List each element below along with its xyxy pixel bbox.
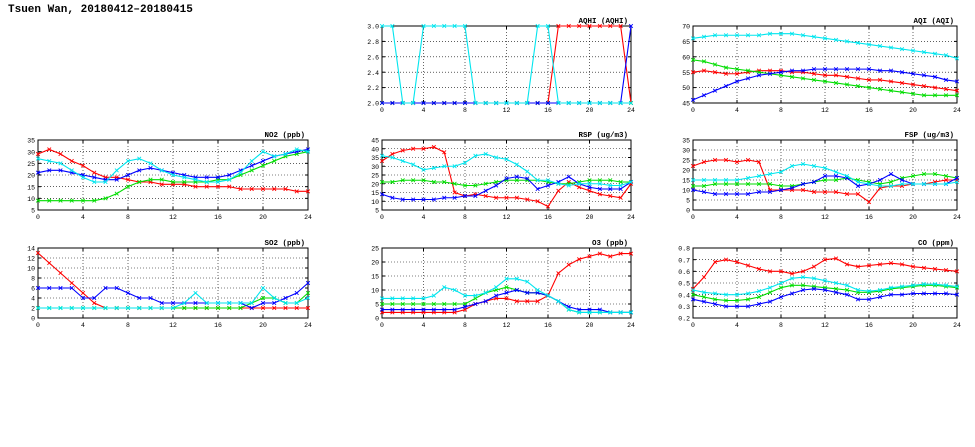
- svg-text:20: 20: [909, 322, 917, 329]
- svg-text:25: 25: [371, 245, 379, 253]
- svg-text:16: 16: [544, 214, 552, 221]
- svg-text:20: 20: [371, 181, 379, 189]
- svg-text:0: 0: [36, 214, 40, 221]
- chart-title-co: CO (ppm): [917, 240, 954, 248]
- svg-text:5: 5: [31, 207, 35, 215]
- svg-text:0: 0: [380, 214, 384, 221]
- svg-text:45: 45: [371, 137, 379, 145]
- chart-panel-fsp: [663, 128, 963, 226]
- svg-text:16: 16: [544, 107, 552, 114]
- svg-text:4: 4: [421, 322, 426, 329]
- svg-text:4: 4: [421, 214, 426, 221]
- svg-text:40: 40: [371, 146, 379, 154]
- series-line-s4: [38, 149, 308, 182]
- series-line-s4: [693, 34, 957, 59]
- svg-text:0: 0: [380, 322, 384, 329]
- svg-text:12: 12: [169, 214, 177, 221]
- svg-text:8: 8: [463, 107, 467, 114]
- svg-text:0.8: 0.8: [678, 245, 690, 253]
- svg-text:24: 24: [627, 107, 635, 114]
- svg-text:30: 30: [371, 163, 379, 171]
- svg-text:8: 8: [779, 107, 783, 114]
- svg-text:20: 20: [27, 172, 35, 180]
- svg-text:20: 20: [585, 107, 594, 114]
- series-line-s3: [382, 26, 631, 103]
- chart-title-o3: O3 (ppb): [591, 240, 628, 248]
- svg-text:12: 12: [821, 107, 829, 114]
- svg-text:2.4: 2.4: [367, 69, 379, 77]
- svg-text:12: 12: [821, 214, 829, 221]
- svg-text:35: 35: [371, 155, 379, 163]
- svg-text:12: 12: [169, 322, 177, 329]
- series-line-s4: [382, 26, 631, 103]
- svg-text:4: 4: [31, 295, 35, 303]
- svg-text:15: 15: [371, 273, 379, 281]
- svg-text:12: 12: [502, 107, 511, 114]
- svg-text:15: 15: [371, 190, 379, 198]
- svg-text:24: 24: [304, 214, 312, 221]
- chart-panel-no2: [8, 128, 314, 226]
- svg-text:0.4: 0.4: [678, 292, 690, 300]
- svg-text:24: 24: [627, 214, 635, 221]
- svg-text:10: 10: [371, 198, 379, 206]
- svg-text:2.8: 2.8: [367, 39, 379, 46]
- chart-title-fsp: FSP (ug/m3): [904, 132, 954, 140]
- svg-text:10: 10: [371, 287, 379, 295]
- series-line-s3: [693, 289, 957, 307]
- svg-text:20: 20: [259, 214, 267, 221]
- svg-text:4: 4: [735, 107, 739, 114]
- svg-text:8: 8: [463, 214, 467, 221]
- svg-text:16: 16: [214, 214, 222, 221]
- svg-text:70: 70: [682, 23, 690, 31]
- svg-text:16: 16: [214, 322, 222, 329]
- series-line-s4: [382, 279, 631, 313]
- svg-text:12: 12: [821, 322, 829, 329]
- svg-text:15: 15: [682, 177, 690, 185]
- svg-text:0: 0: [691, 107, 695, 114]
- svg-text:4: 4: [81, 322, 85, 329]
- svg-text:12: 12: [502, 214, 511, 221]
- svg-text:45: 45: [682, 100, 690, 108]
- series-line-s1: [693, 160, 957, 202]
- svg-text:0.2: 0.2: [678, 315, 690, 323]
- svg-text:16: 16: [865, 107, 873, 114]
- svg-text:50: 50: [682, 85, 690, 93]
- svg-text:16: 16: [865, 214, 873, 221]
- svg-text:0: 0: [36, 322, 40, 329]
- svg-text:8: 8: [779, 214, 783, 221]
- chart-panel-aqhi: [352, 14, 637, 119]
- svg-text:20: 20: [585, 322, 594, 329]
- svg-text:0: 0: [691, 214, 695, 221]
- svg-text:8: 8: [463, 322, 467, 329]
- svg-text:16: 16: [544, 322, 552, 329]
- svg-text:35: 35: [682, 137, 690, 145]
- svg-text:16: 16: [865, 322, 873, 329]
- chart-panel-rsp: [352, 128, 637, 226]
- svg-text:8: 8: [779, 322, 783, 329]
- svg-text:35: 35: [27, 137, 35, 145]
- series-line-s1: [382, 26, 631, 103]
- chart-title-no2: NO2 (ppb): [264, 132, 305, 140]
- svg-text:0: 0: [686, 207, 690, 215]
- svg-text:14: 14: [27, 245, 35, 253]
- svg-text:8: 8: [31, 275, 35, 283]
- svg-text:4: 4: [421, 107, 426, 114]
- svg-text:2.6: 2.6: [367, 54, 379, 62]
- svg-text:4: 4: [81, 214, 85, 221]
- svg-text:55: 55: [682, 69, 690, 77]
- chart-panel-o3: [352, 236, 637, 334]
- svg-text:10: 10: [682, 187, 690, 195]
- svg-text:20: 20: [371, 259, 379, 267]
- svg-text:6: 6: [31, 285, 35, 293]
- svg-text:0: 0: [375, 315, 379, 323]
- svg-text:8: 8: [126, 214, 130, 221]
- svg-text:0.6: 0.6: [678, 268, 690, 276]
- svg-text:0: 0: [31, 315, 35, 323]
- chart-title-aqhi: AQHI (AQHI): [578, 18, 628, 26]
- chart-title-so2: SO2 (ppb): [264, 240, 305, 248]
- svg-text:2.2: 2.2: [367, 85, 379, 93]
- svg-text:5: 5: [686, 197, 690, 205]
- series-line-s3: [38, 283, 308, 308]
- svg-text:0.5: 0.5: [678, 280, 690, 288]
- svg-text:30: 30: [27, 149, 35, 157]
- svg-text:8: 8: [126, 322, 130, 329]
- svg-text:20: 20: [909, 107, 917, 114]
- page-title: Tsuen Wan, 20180412–20180415: [8, 4, 193, 16]
- svg-text:4: 4: [735, 322, 739, 329]
- svg-text:0.7: 0.7: [678, 257, 690, 265]
- chart-title-rsp: RSP (ug/m3): [578, 132, 628, 140]
- chart-panel-aqi: [663, 14, 963, 119]
- svg-text:60: 60: [682, 54, 690, 62]
- svg-text:2.0: 2.0: [367, 100, 379, 108]
- chart-panel-so2: [8, 236, 314, 334]
- svg-text:5: 5: [375, 301, 379, 309]
- svg-text:65: 65: [682, 39, 690, 46]
- svg-text:20: 20: [585, 214, 594, 221]
- svg-text:24: 24: [953, 214, 961, 221]
- svg-text:3.0: 3.0: [367, 23, 379, 31]
- svg-text:12: 12: [502, 322, 511, 329]
- svg-text:20: 20: [682, 167, 690, 175]
- chart-panel-co: [663, 236, 963, 334]
- svg-text:2: 2: [31, 305, 35, 313]
- svg-text:4: 4: [735, 214, 739, 221]
- svg-text:0: 0: [691, 322, 695, 329]
- svg-text:25: 25: [27, 160, 35, 168]
- svg-text:12: 12: [27, 255, 35, 263]
- svg-text:25: 25: [682, 157, 690, 165]
- svg-text:24: 24: [304, 322, 312, 329]
- svg-text:24: 24: [953, 107, 961, 114]
- chart-title-aqi: AQI (AQI): [913, 18, 954, 26]
- svg-text:24: 24: [627, 322, 635, 329]
- svg-text:10: 10: [27, 265, 35, 273]
- svg-text:0.3: 0.3: [678, 303, 690, 311]
- svg-text:5: 5: [375, 207, 379, 215]
- svg-text:10: 10: [27, 195, 35, 203]
- svg-text:0: 0: [380, 107, 384, 114]
- svg-text:15: 15: [27, 184, 35, 192]
- svg-text:20: 20: [259, 322, 267, 329]
- svg-text:30: 30: [682, 147, 690, 155]
- svg-text:24: 24: [953, 322, 961, 329]
- svg-text:25: 25: [371, 172, 379, 180]
- svg-text:20: 20: [909, 214, 917, 221]
